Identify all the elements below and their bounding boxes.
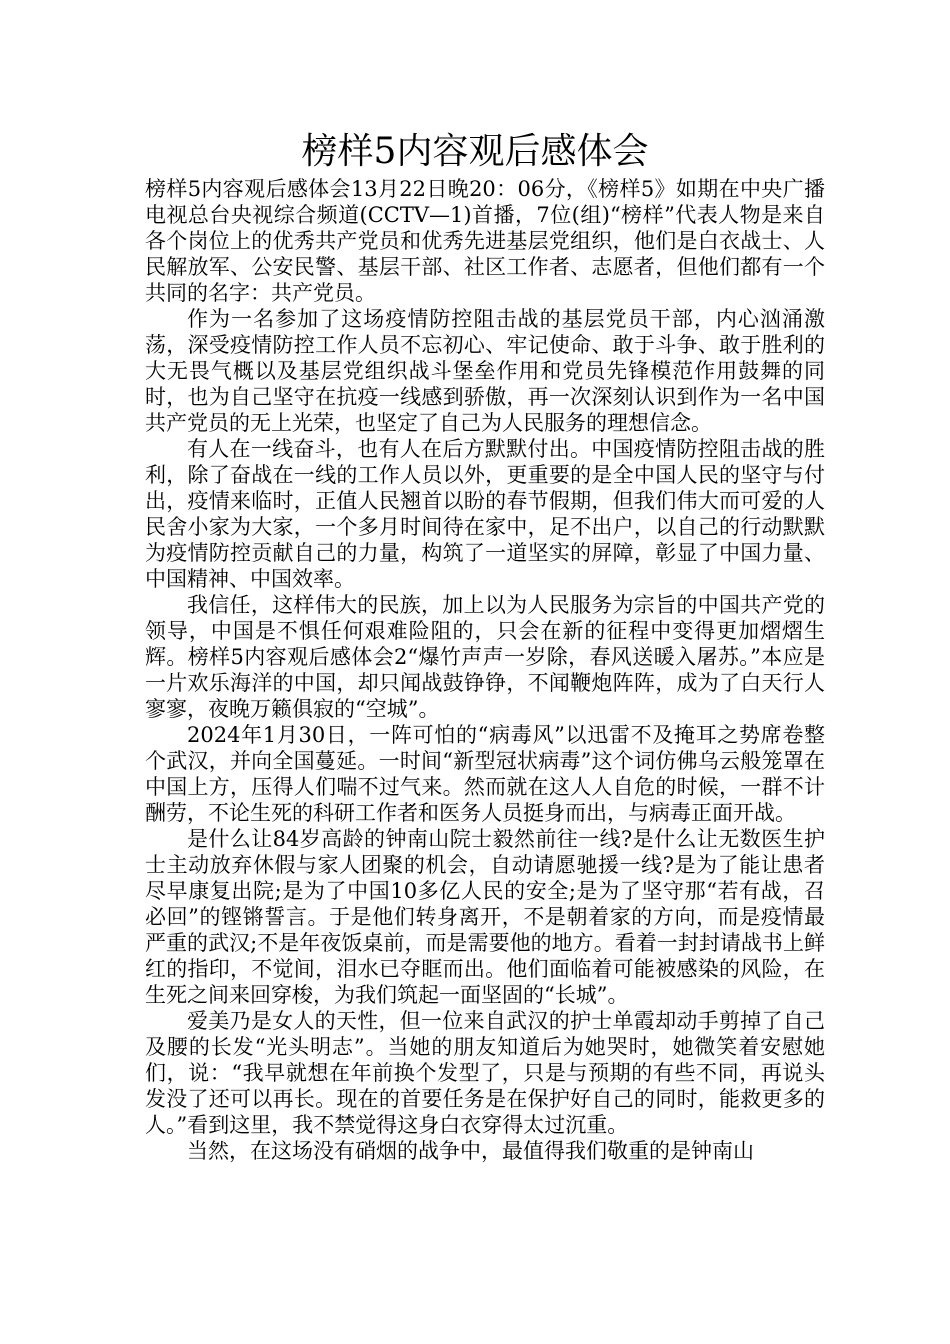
paragraph-3: 有人在一线奋斗，也有人在后方默默付出。中国疫情防控阻击战的胜利，除了奋战在一线的工作人员以外，更重要的是全中国人民的坚守与付出，疫情来临时，正值人民翘首以盼的春节假期，但我们伟大而可爱的人民舍小家为大家，一个多月时间待在家中，足不出户，以自己的行动默默为疫情防控贡献自己的力量，构筑了一道坚实的屏障，彰显了中国力量、中国精神、中国效率。 (145, 437, 825, 591)
paragraph-2: 作为一名参加了这场疫情防控阻击战的基层党员干部，内心汹涌激荡，深受疫情防控工作人员不忘初心、牢记使命、敢于斗争、敢于胜利的大无畏气概以及基层党组织战斗堡垒作用和党员先锋模范作用鼓舞的同时，也为自己坚守在抗疫一线感到骄傲，再一次深刻认识到作为一名中国共产党员的无上光荣，也坚定了自己为人民服务的理想信念。 (145, 307, 825, 435)
document-title: 榜样5内容观后感体会 (301, 131, 649, 172)
paragraph-8: 当然，在这场没有硝烟的战争中，最值得我们敬重的是钟南山 (187, 1139, 754, 1163)
paragraph-6: 是什么让84岁高龄的钟南山院士毅然前往一线?是什么让无数医生护士主动放弃休假与家人团聚的机会，自动请愿驰援一线?是为了能让患者尽早康复出院;是为了中国10多亿人民的安全;是为了坚守那“若有战，召必回”的铿锵誓言。于是他们转身离开，不是朝着家的方向，而是疫情最严重的武汉;不是年夜饭桌前，而是需要他的地方。看着一封封请战书上鲜红的指印，不觉间，泪水已夺眶而出。他们面临着可能被感染的风险，在生死之间来回穿梭，为我们筑起一面坚固的“长城”。 (145, 827, 825, 1007)
paragraph-1: 榜样5内容观后感体会13月22日晚20：06分，《榜样5》如期在中央广播电视总台央视综合频道(CCTV—1)首播，7位(组)“榜样”代表人物是来自各个岗位上的优秀共产党员和优秀先进基层党组织，他们是白衣战士、人民解放军、公安民警、基层干部、社区工作者、志愿者，但他们都有一个共同的名字：共产党员。 (145, 177, 825, 305)
document-body (145, 176, 825, 1164)
paragraph-4: 我信任，这样伟大的民族，加上以为人民服务为宗旨的中国共产党的领导，中国是不惧任何艰难险阻的，只会在新的征程中变得更加熠熠生辉。榜样5内容观后感体会2“爆竹声声一岁除，春风送暖入屠苏。”本应是一片欢乐海洋的中国，却只闻战鼓铮铮，不闻鞭炮阵阵，成为了白天行人寥寥，夜晚万籁俱寂的“空城”。 (145, 593, 825, 721)
paragraph-7: 爱美乃是女人的天性，但一位来自武汉的护士单霞却动手剪掉了自己及腰的长发“光头明志”。当她的朋友知道后为她哭时，她微笑着安慰她们，说：“我早就想在年前换个发型了，只是与预期的有些不同，再说头发没了还可以再长。现在的首要任务是在保护好自己的同时，能救更多的人。”看到这里，我不禁觉得这身白衣穿得太过沉重。 (145, 1009, 825, 1137)
paragraph-5: 2024年1月30日，一阵可怕的“病毒风”以迅雷不及掩耳之势席卷整个武汉，并向全国蔓延。一时间“新型冠状病毒”这个词仿佛乌云般笼罩在中国上方，压得人们喘不过气来。然而就在这人人自危的时候，一群不计酬劳，不论生死的科研工作者和医务人员挺身而出，与病毒正面开战。 (145, 723, 825, 825)
